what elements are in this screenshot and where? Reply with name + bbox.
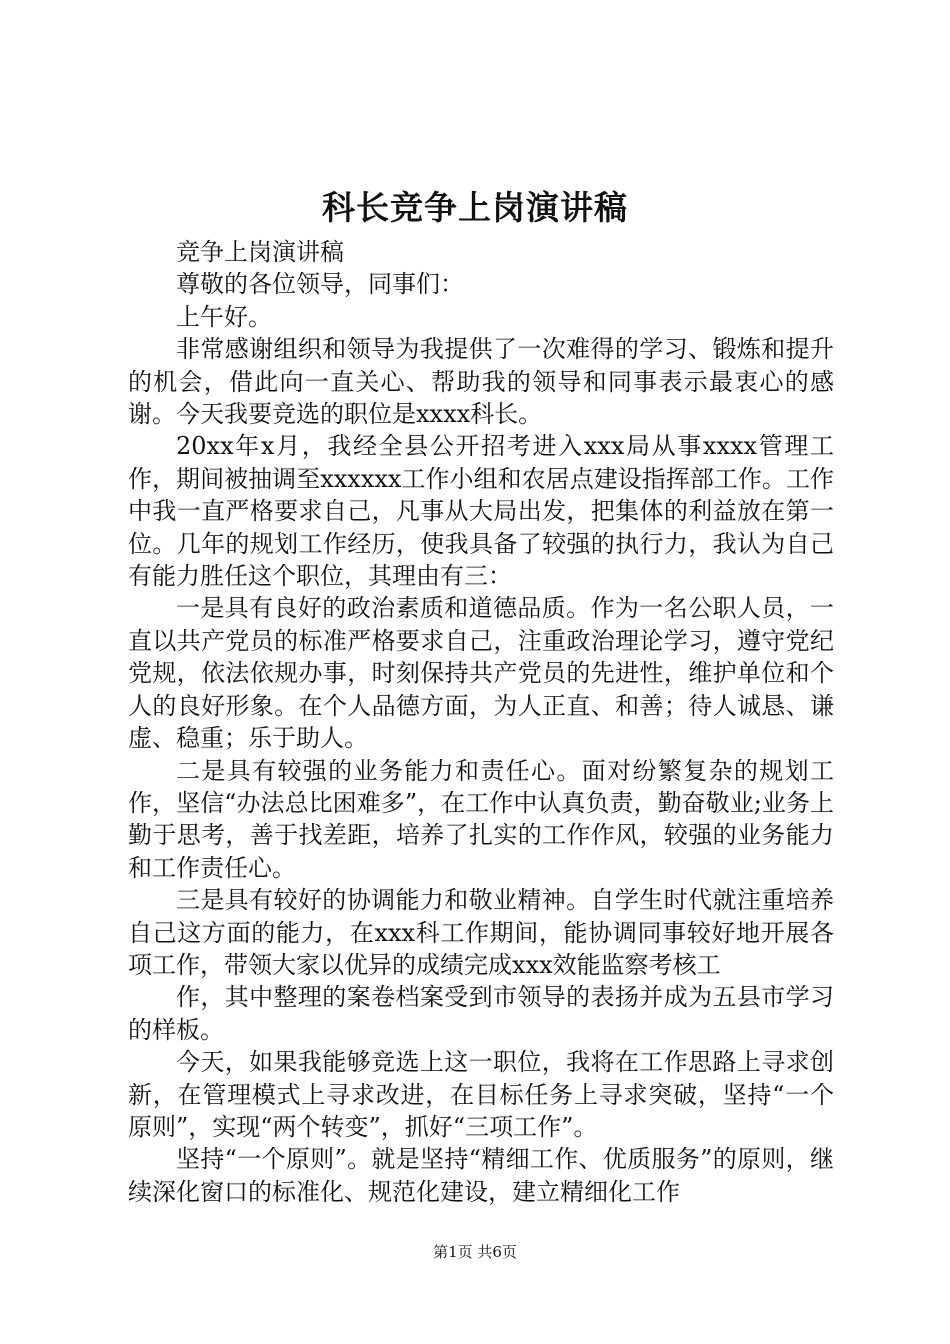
paragraph: 坚持“一个原则”。就是坚持“精细工作、优质服务”的原则，继续深化窗口的标准化、规范化建设，建立精细化工作 (128, 1145, 834, 1206)
paragraph: 尊敬的各位领导，同事们： (176, 270, 464, 299)
document-title: 科长竞争上岗演讲稿 (322, 188, 628, 227)
paragraph: 作，其中整理的案卷档案受到市领导的表扬并成为五县市学习的样板。 (128, 983, 834, 1044)
paragraph: 上午好。 (176, 302, 272, 331)
paragraph: 一是具有良好的政治素质和道德品质。作为一名公职人员，一直以共产党员的标准严格要求自己，注重政治理论学习，遵守党纪党规，依法依规办事，时刻保持共产党员的先进性，维护单位和个人的良好形象。在个人品德方面，为人正直、和善；待人诚恳、谦虚、稳重；乐于助人。 (128, 594, 834, 753)
paragraph: 今天，如果我能够竞选上这一职位，我将在工作思路上寻求创新，在管理模式上寻求改进，在目标任务上寻求突破，坚持“一个原则”，实现“两个转变”，抓好“三项工作”。 (128, 1048, 834, 1141)
paragraph: 竞争上岗演讲稿 (176, 238, 344, 266)
paragraph: 二是具有较强的业务能力和责任心。面对纷繁复杂的规划工作，坚信“办法总比困难多”，在工作中认真负责，勤奋敬业;业务上勤于思考，善于找差距，培养了扎实的工作作风，较强的业务能力和工作责任心。 (128, 756, 834, 882)
document-body (128, 236, 834, 1208)
paragraph: 非常感谢组织和领导为我提供了一次难得的学习、锻炼和提升的机会，借此向一直关心、帮助我的领导和同事表示最衷心的感谢。今天我要竞选的职位是xxxx科长。 (128, 335, 834, 429)
page-footer: 第1页 共6页 (433, 1243, 517, 1261)
paragraph: 三是具有较好的协调能力和敬业精神。自学生时代就注重培养自己这方面的能力，在xxx科工作期间，能协调同事较好地开展各项工作，带领大家以优异的成绩完成xxx效能监察考核工 (128, 886, 834, 979)
paragraph: 20xx年x月，我经全县公开招考进入xxx局从事xxxx管理工作，期间被抽调至xxxxxx工作小组和农居点建设指挥部工作。工作中我一直严格要求自己，凡事从大局出发，把集体的利益放在第一位。几年的规划工作经历，使我具备了较强的执行力，我认为自己有能力胜任这个职位，其理由有三： (128, 432, 834, 591)
